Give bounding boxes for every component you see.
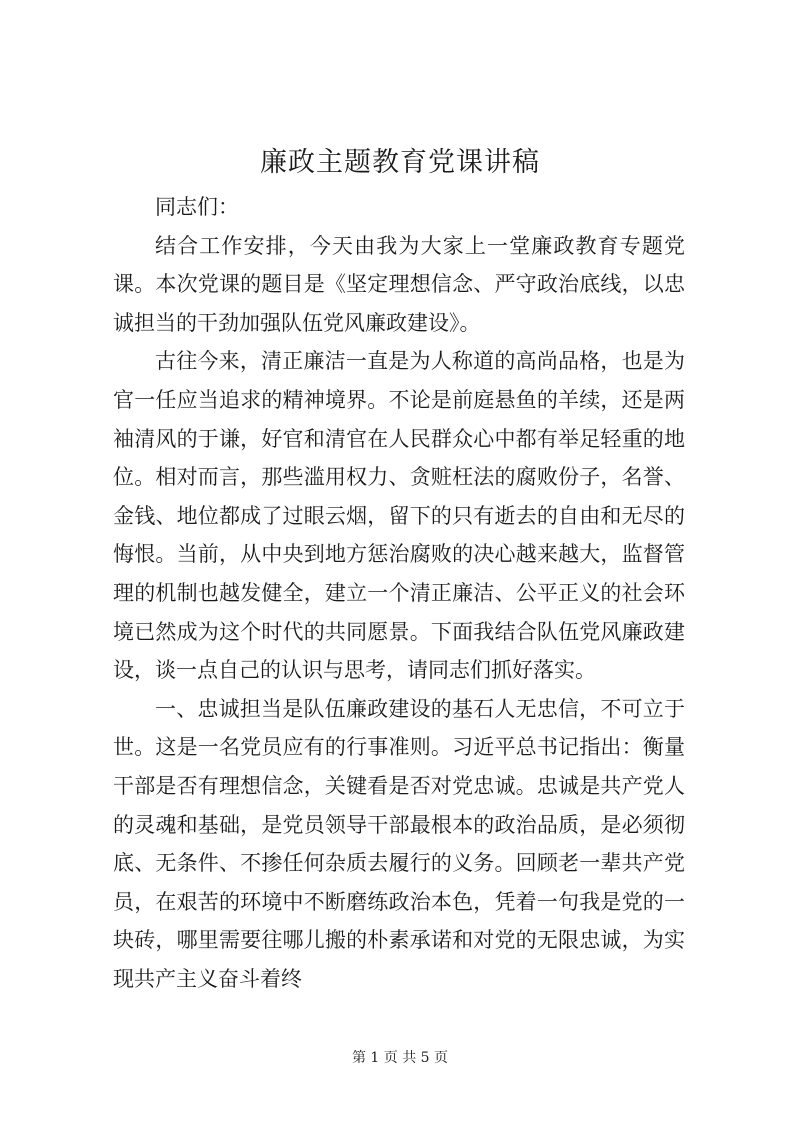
document-body [113,188,685,998]
paragraph-section-one: 一、忠诚担当是队伍廉政建设的基石人无忠信，不可立于世。这是一名党员应有的行事准则。习近平总书记指出：衡量干部是否有理想信念，关键看是否对党忠诚。忠诚是共产党人的灵魂和基础，是党员领导干部最根本的政治品质，是必须彻底、无条件、不掺任何杂质去履行的义务。回顾老一辈共产党员，在艰苦的环境中不断磨练政治本色，凭着一句我是党的一块砖，哪里需要往哪儿搬的朴素承诺和对党的无限忠诚，为实现共产主义奋斗着终 [113,696,685,991]
paragraph-greeting: 同志们： [155,195,239,219]
paragraph-background: 古往今来，清正廉洁一直是为人称道的高尚品格，也是为官一任应当追求的精神境界。不论是前庭悬鱼的羊续，还是两袖清风的于谦，好官和清官在人民群众心中都有举足轻重的地位。相对而言，那些滥用权力、贪赃枉法的腐败份子，名誉、金钱、地位都成了过眼云烟，留下的只有逝去的自由和无尽的悔恨。当前，从中央到地方惩治腐败的决心越来越大，监督管理的机制也越发健全，建立一个清正廉洁、公平正义的社会环境已然成为这个时代的共同愿景。下面我结合队伍党风廉政建设，谈一点自己的认识与思考，请同志们抓好落实。 [113,349,685,683]
page-number-label: 第 1 页 共 5 页 [351,1050,449,1066]
document-title: 廉政主题教育党课讲稿 [260,147,540,178]
paragraph-intro: 结合工作安排，今天由我为大家上一堂廉政教育专题党课。本次党课的题目是《坚定理想信念、严守政治底线，以忠诚担当的干劲加强队伍党风廉政建设》。 [113,233,685,335]
page-footer [0,1047,800,1067]
